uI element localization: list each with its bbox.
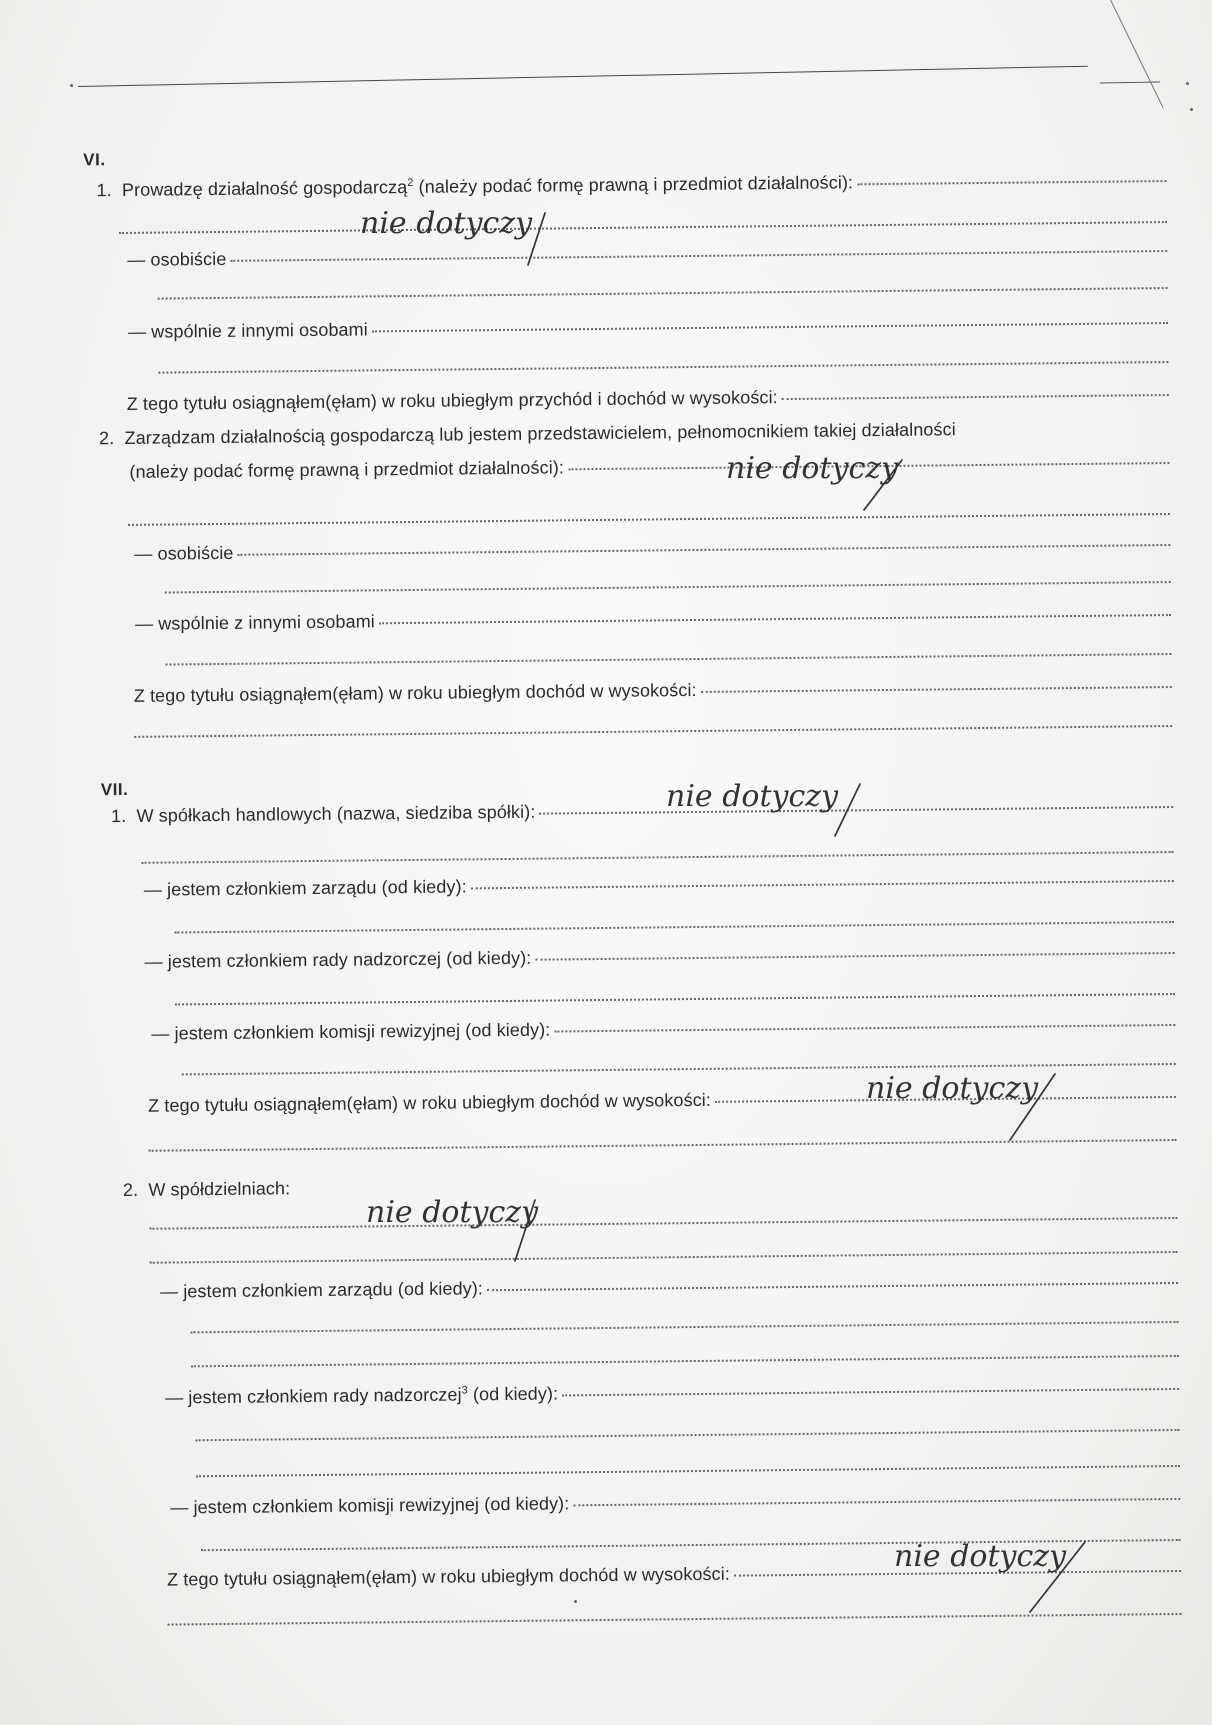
handwritten-answer-vii-1-income <box>860 1062 1120 1152</box>
footnote-ref: 2 <box>407 176 414 189</box>
item-number: 1. <box>110 805 127 827</box>
vii-item2-board <box>160 1271 1178 1308</box>
answer-line <box>128 513 1170 526</box>
vii-item2-supervisory <box>165 1377 1179 1414</box>
item-number: 2. <box>99 428 115 449</box>
handwritten-answer-vii-2 <box>360 1186 620 1276</box>
answer-line <box>165 581 1171 594</box>
vi-item1-personally <box>127 239 1167 276</box>
answer-line <box>573 1498 1180 1506</box>
field-label: — jestem członkiem rady nadzorczej (od kiedy): <box>144 947 532 972</box>
answer-line <box>158 287 1168 300</box>
item-number: 1. <box>96 180 112 201</box>
handwritten-answer-vii-1 <box>660 770 920 850</box>
field-label: — jestem członkiem komisji rewizyjnej (od kiedy): <box>151 1019 551 1044</box>
item-label-rest: (należy podać formę prawną i przedmiot działalności): <box>413 172 854 197</box>
answer-line <box>857 180 1166 185</box>
answer-line <box>119 221 1167 234</box>
handwritten-text: nie dotyczy <box>366 1195 539 1230</box>
vi-item2-label <box>99 417 1169 454</box>
answer-line <box>149 1217 1177 1230</box>
answer-line <box>372 322 1168 332</box>
item-label: W spółkach handlowych (nazwa, siedziba spółki): <box>136 801 536 826</box>
vi-item1-label <box>96 169 1166 206</box>
answer-line <box>554 1024 1175 1033</box>
field-label: — wspólnie z innymi osobami <box>127 319 368 342</box>
answer-line <box>191 1355 1179 1367</box>
answer-line <box>196 1465 1180 1477</box>
answer-line <box>562 1388 1179 1396</box>
item-label: W spółdzielniach: <box>148 1178 291 1200</box>
section-vi-heading: VI. <box>83 150 106 170</box>
handwritten-text: nie dotyczy <box>360 206 533 241</box>
vi-item1-jointly <box>128 311 1168 348</box>
field-label: — jestem członkiem rady nadzorczej <box>165 1384 462 1408</box>
answer-line <box>175 993 1175 1005</box>
vii-item1-supervisory <box>145 941 1175 978</box>
answer-line <box>150 1251 1178 1264</box>
handwritten-text: nie dotyczy <box>666 779 839 814</box>
vi-item2-jointly <box>135 603 1171 640</box>
vii-item1-audit <box>151 1013 1175 1050</box>
footnote-ref: 3 <box>461 1384 468 1397</box>
answer-line <box>487 1282 1178 1291</box>
item-label: Prowadzę działalność gospodarczą <box>121 176 408 200</box>
answer-line <box>190 1321 1178 1333</box>
vi-item2-personally <box>134 533 1170 570</box>
answer-line <box>174 921 1174 933</box>
answer-line <box>471 880 1174 889</box>
handwritten-text: nie dotyczy <box>866 1071 1039 1106</box>
field-label: Z tego tytułu osiągnąłem(ęłam) w roku ubiegłym dochód w wysokości: <box>166 1563 730 1590</box>
answer-line <box>142 851 1174 864</box>
field-label: Z tego tytułu osiągnąłem(ęłam) w roku ubiegłym dochód w wysokości: <box>148 1089 712 1116</box>
vi-item2-income <box>134 675 1172 712</box>
answer-line <box>379 614 1171 624</box>
vi-item2-label-cont <box>129 451 1169 488</box>
field-label: — jestem członkiem komisji rewizyjnej (od kiedy): <box>170 1493 570 1518</box>
item-label: Zarządzam działalnością gospodarczą lub jestem przedstawicielem, pełnomocnikiem takiej działalności <box>124 419 956 448</box>
answer-line <box>158 361 1168 374</box>
strike-stroke <box>835 784 860 836</box>
field-label: — osobiście <box>127 248 227 270</box>
answer-line <box>237 544 1170 556</box>
field-label: Z tego tytułu osiągnąłem(ęłam) w roku ubiegłym dochód w wysokości: <box>133 679 697 706</box>
item-label: (należy podać formę prawną i przedmiot działalności): <box>129 457 565 482</box>
vii-item2-audit <box>170 1487 1180 1524</box>
handwritten-text: nie dotyczy <box>894 1539 1067 1574</box>
field-label: — jestem członkiem zarządu (od kiedy): <box>159 1278 484 1302</box>
field-label: — osobiście <box>134 542 234 564</box>
field-label-rest: (od kiedy): <box>467 1383 559 1405</box>
handwritten-text: nie dotyczy <box>726 451 899 486</box>
handwritten-answer-vii-2-income <box>880 1528 1140 1618</box>
answer-line <box>196 1429 1180 1441</box>
vii-item1-label <box>111 795 1173 832</box>
answer-line <box>782 394 1169 400</box>
section-vii-heading: VII. <box>100 779 129 800</box>
answer-line <box>165 653 1171 666</box>
answer-line <box>535 952 1174 961</box>
vi-item1-income <box>127 383 1169 420</box>
answer-line <box>134 725 1172 738</box>
answer-line <box>701 686 1172 693</box>
field-label: Z tego tytułu osiągnąłem(ęłam) w roku ubiegłym przychód i dochód w wysokości: <box>126 387 778 414</box>
handwritten-answer-vi-2 <box>712 440 972 520</box>
field-label: — jestem członkiem zarządu (od kiedy): <box>143 876 467 900</box>
handwritten-answer-vi-1 <box>340 195 600 275</box>
field-label: — wspólnie z innymi osobami <box>134 611 375 634</box>
item-number: 2. <box>122 1179 139 1201</box>
vii-item1-board <box>144 869 1174 906</box>
